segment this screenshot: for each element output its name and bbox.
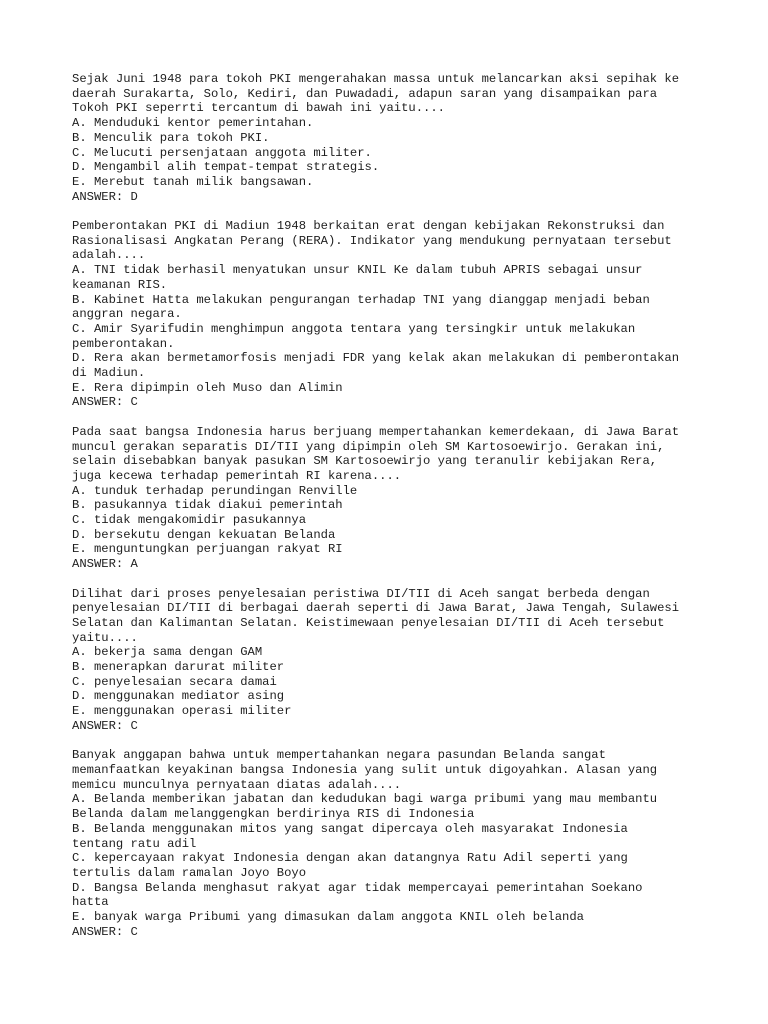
option-a-continued: keamanan RIS. [72,277,168,292]
option-e: E. menguntungkan perjuangan rakyat RI [72,542,343,557]
question-stem-line: juga kecewa terhadap pemerintah RI karena.... [72,468,402,483]
question-stem-line: Dilihat dari proses penyelesaian peristiwa DI/TII di Aceh sangat berbeda dengan [72,586,650,601]
question-stem-line: memicu munculnya pernyataan diatas adalah.... [72,777,402,792]
option-e: E. banyak warga Pribumi yang dimasukan dalam anggota KNIL oleh belanda [72,910,584,925]
option-b-continued: tentang ratu adil [72,836,197,851]
option-a: A. TNI tidak berhasil menyatukan unsur KNIL Ke dalam tubuh APRIS sebagai unsur [72,263,643,278]
option-b: B. pasukannya tidak diakui pemerintah [72,498,343,513]
option-c: C. kepercayaan rakyat Indonesia dengan akan datangnya Ratu Adil seperti yang [72,851,628,866]
question-stem-line: Pada saat bangsa Indonesia harus berjuang mempertahankan kemerdekaan, di Jawa Barat [72,424,680,439]
option-c-continued: pemberontakan. [72,336,175,351]
question-4 [72,587,712,734]
option-b: B. menerapkan darurat militer [72,660,285,675]
option-c: C. penyelesaian secara damai [72,674,277,689]
question-5 [72,748,712,939]
question-stem-line: Rasionalisasi Angkatan Perang (RERA). Indikator yang mendukung pernyataan tersebut [72,233,672,248]
option-d: D. menggunakan mediator asing [72,689,285,704]
option-a: A. bekerja sama dengan GAM [72,645,263,660]
answer-line: ANSWER: D [72,189,138,204]
option-e: E. Rera dipimpin oleh Muso dan Alimin [72,380,343,395]
option-d: D. Rera akan bermetamorfosis menjadi FDR yang kelak akan melakukan di pemberontakan [72,351,680,366]
answer-line: ANSWER: A [72,557,138,572]
option-d: D. Mengambil alih tempat-tempat strategis. [72,160,380,175]
option-e: E. menggunakan operasi militer [72,704,292,719]
option-a: A. Menduduki kentor pemerintahan. [72,116,314,131]
option-d: D. Bangsa Belanda menghasut rakyat agar tidak mempercayai pemerintahan Soekano [72,880,643,895]
question-3 [72,425,712,572]
answer-line: ANSWER: C [72,395,138,410]
question-stem-line: penyelesaian DI/TII di berbagai daerah seperti di Jawa Barat, Jawa Tengah, Sulawesi [72,601,680,616]
option-b-continued: anggran negara. [72,307,182,322]
option-b: B. Belanda menggunakan mitos yang sangat dipercaya oleh masyarakat Indonesia [72,821,628,836]
question-2 [72,219,712,410]
question-stem-line: muncul gerakan separatis DI/TII yang dipimpin oleh SM Kartosoewirjo. Gerakan ini, [72,439,665,454]
answer-line: ANSWER: C [72,924,138,939]
option-b: B. Menculik para tokoh PKI. [72,130,270,145]
question-stem-line: selain disebabkan banyak pasukan SM Kartosoewirjo yang teranulir kebijakan Rera, [72,454,658,469]
question-stem-line: daerah Surakarta, Solo, Kediri, dan Puwadadi, adapun saran yang disampaikan para [72,86,658,101]
option-c: C. Melucuti persenjataan anggota militer. [72,145,372,160]
option-a-continued: Belanda dalam melanggengkan berdirinya RIS di Indonesia [72,807,475,822]
question-stem-line: Sejak Juni 1948 para tokoh PKI mengerahakan massa untuk melancarkan aksi sepihak ke [72,72,680,86]
question-1 [72,72,712,204]
question-stem-line: memanfaatkan keyakinan bangsa Indonesia yang sulit untuk digoyahkan. Alasan yang [72,762,658,777]
answer-line: ANSWER: C [72,718,138,733]
option-b: B. Kabinet Hatta melakukan pengurangan terhadap TNI yang dianggap menjadi beban [72,292,650,307]
option-d: D. bersekutu dengan kekuatan Belanda [72,527,336,542]
option-c: C. Amir Syarifudin menghimpun anggota tentara yang tersingkir untuk melakukan [72,321,636,336]
question-stem-line: Tokoh PKI seperrti tercantum di bawah ini yaitu.... [72,101,445,116]
option-a: A. Belanda memberikan jabatan dan kedudukan bagi warga pribumi yang mau membantu [72,792,658,807]
option-c-continued: tertulis dalam ramalan Joyo Boyo [72,865,307,880]
question-stem-line: adalah.... [72,248,146,263]
option-a: A. tunduk terhadap perundingan Renville [72,483,358,498]
question-stem-line: yaitu.... [72,630,138,645]
option-c: C. tidak mengakomidir pasukannya [72,513,307,528]
option-e: E. Merebut tanah milik bangsawan. [72,174,314,189]
option-d-continued: hatta [72,895,109,910]
question-stem-line: Selatan dan Kalimantan Selatan. Keistimewaan penyelesaian DI/TII di Aceh tersebut [72,615,665,630]
option-d-continued: di Madiun. [72,366,146,381]
question-stem-line: Banyak anggapan bahwa untuk mempertahankan negara pasundan Belanda sangat [72,748,606,763]
question-stem-line: Pemberontakan PKI di Madiun 1948 berkaitan erat dengan kebijakan Rekonstruksi dan [72,219,665,234]
document-page [72,72,712,954]
